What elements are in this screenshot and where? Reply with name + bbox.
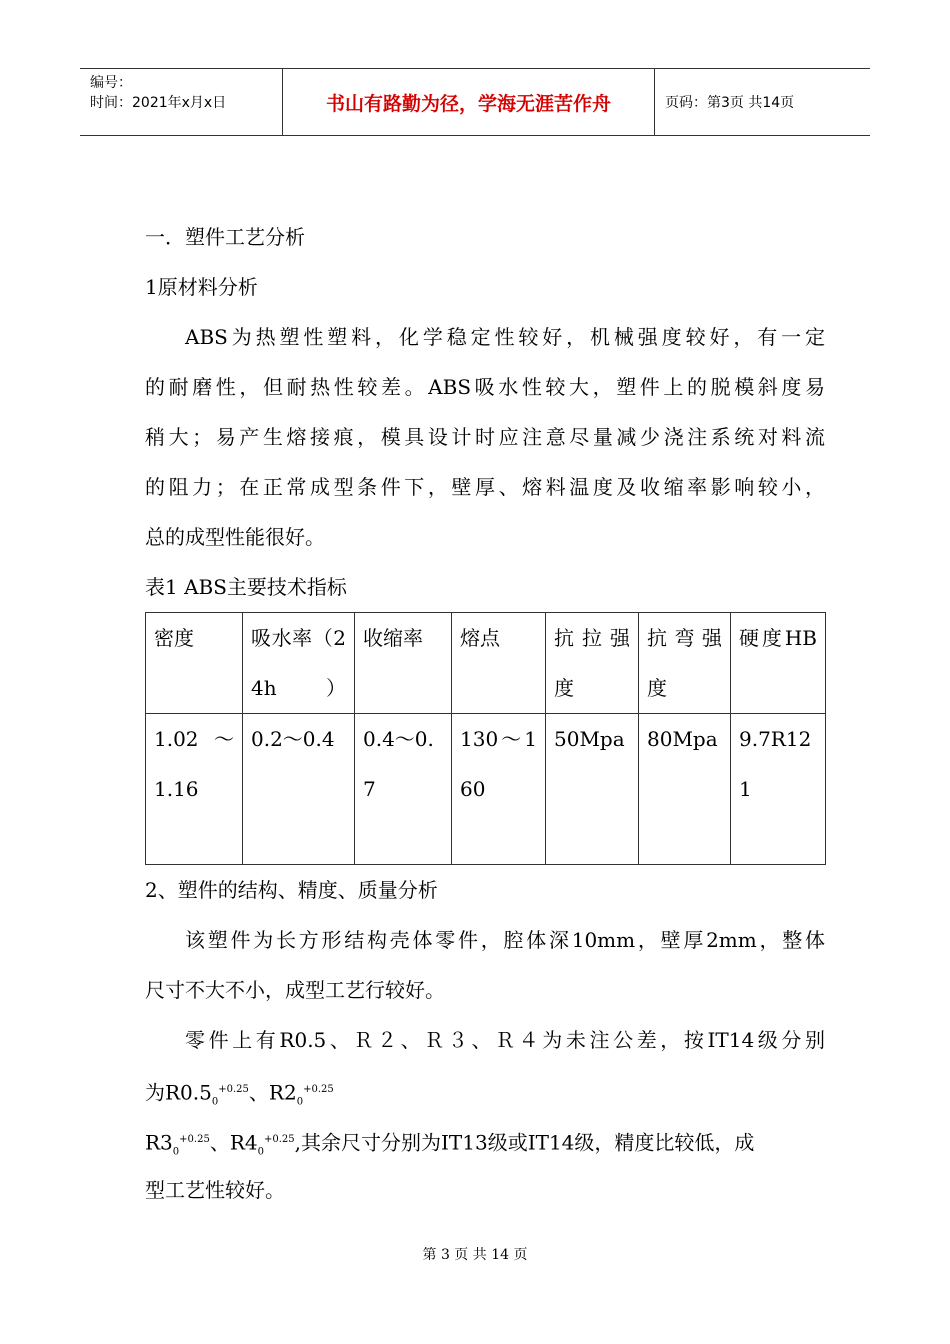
table-caption: 表1 ABS主要技术指标 — [145, 575, 347, 599]
paragraph-line: ABS为热塑性塑料，化学稳定性较好，机械强度较好，有一定 — [185, 325, 825, 349]
table-cell: 0.2～0.4 — [243, 714, 355, 865]
paragraph-line: 的耐磨性，但耐热性较差。ABS吸水性较大，塑件上的脱模斜度易 — [145, 375, 825, 399]
subsection-title-1: 1原材料分析 — [145, 275, 258, 299]
paragraph-line: 稍大；易产生熔接痕，模具设计时应注意尽量减少浇注系统对料流 — [145, 425, 825, 449]
table-cell: 80Mpa — [639, 714, 731, 865]
table-cell: 1.02～1.16 — [146, 714, 243, 865]
table-row — [146, 714, 826, 865]
table-cell: 9.7R121 — [731, 714, 826, 865]
number-label: 编号： — [90, 75, 132, 91]
header-page-info: 页码：第3页 共14页 — [665, 95, 795, 111]
table-header-cell: 吸水率（24h） — [243, 613, 355, 714]
table-header-cell: 硬度HB — [731, 613, 826, 714]
paragraph-line: 零件上有R0.5、Ｒ２、Ｒ３、Ｒ４为未注公差，按IT14级分别 — [185, 1028, 825, 1052]
abs-spec-table — [145, 612, 826, 865]
table-header-cell: 抗弯强度 — [639, 613, 731, 714]
tolerance-line-1: 为$R0.5_0^{+0.25}$、$R2_0^{+0.25}$ — [145, 1080, 334, 1108]
header-motto: 书山有路勤为径，学海无涯苦作舟 — [282, 69, 655, 135]
time-label: 时间：2021年x月x日 — [90, 95, 227, 111]
table-header-row — [146, 613, 826, 714]
paragraph-line: 型工艺性较好。 — [145, 1178, 285, 1202]
paragraph-materials — [145, 312, 825, 562]
table-cell: 50Mpa — [546, 714, 639, 865]
paragraph-tolerance — [145, 1015, 825, 1215]
paragraph-line: 的阻力；在正常成型条件下，壁厚、熔料温度及收缩率影响较小， — [145, 475, 825, 499]
table-header-cell: 收缩率 — [355, 613, 452, 714]
table-header-cell: 熔点 — [452, 613, 546, 714]
subsection-title-2: 2、塑件的结构、精度、质量分析 — [145, 878, 438, 902]
document-body — [145, 212, 825, 1215]
page-footer: 第 3 页 共 14 页 — [422, 1247, 528, 1263]
paragraph-structure — [145, 915, 825, 1015]
paragraph-line: 尺寸不大不小，成型工艺行较好。 — [145, 978, 445, 1002]
table-header-cell: 密度 — [146, 613, 243, 714]
table-header-cell: 抗拉强度 — [546, 613, 639, 714]
table-cell: 0.4～0.7 — [355, 714, 452, 865]
paragraph-line: 该塑件为长方形结构壳体零件，腔体深10mm，壁厚2mm，整体 — [185, 928, 825, 952]
paragraph-line: 总的成型性能很好。 — [145, 525, 325, 549]
tolerance-line-2: $R3_0^{+0.25}$、$R4_0^{+0.25}$,其余尺寸分别为IT13级或IT14级，精度比较低，成 — [145, 1130, 755, 1158]
section-title: 一．塑件工艺分析 — [145, 225, 305, 249]
table-cell: 130～160 — [452, 714, 546, 865]
header-meta — [80, 69, 282, 135]
page-header — [80, 68, 870, 136]
